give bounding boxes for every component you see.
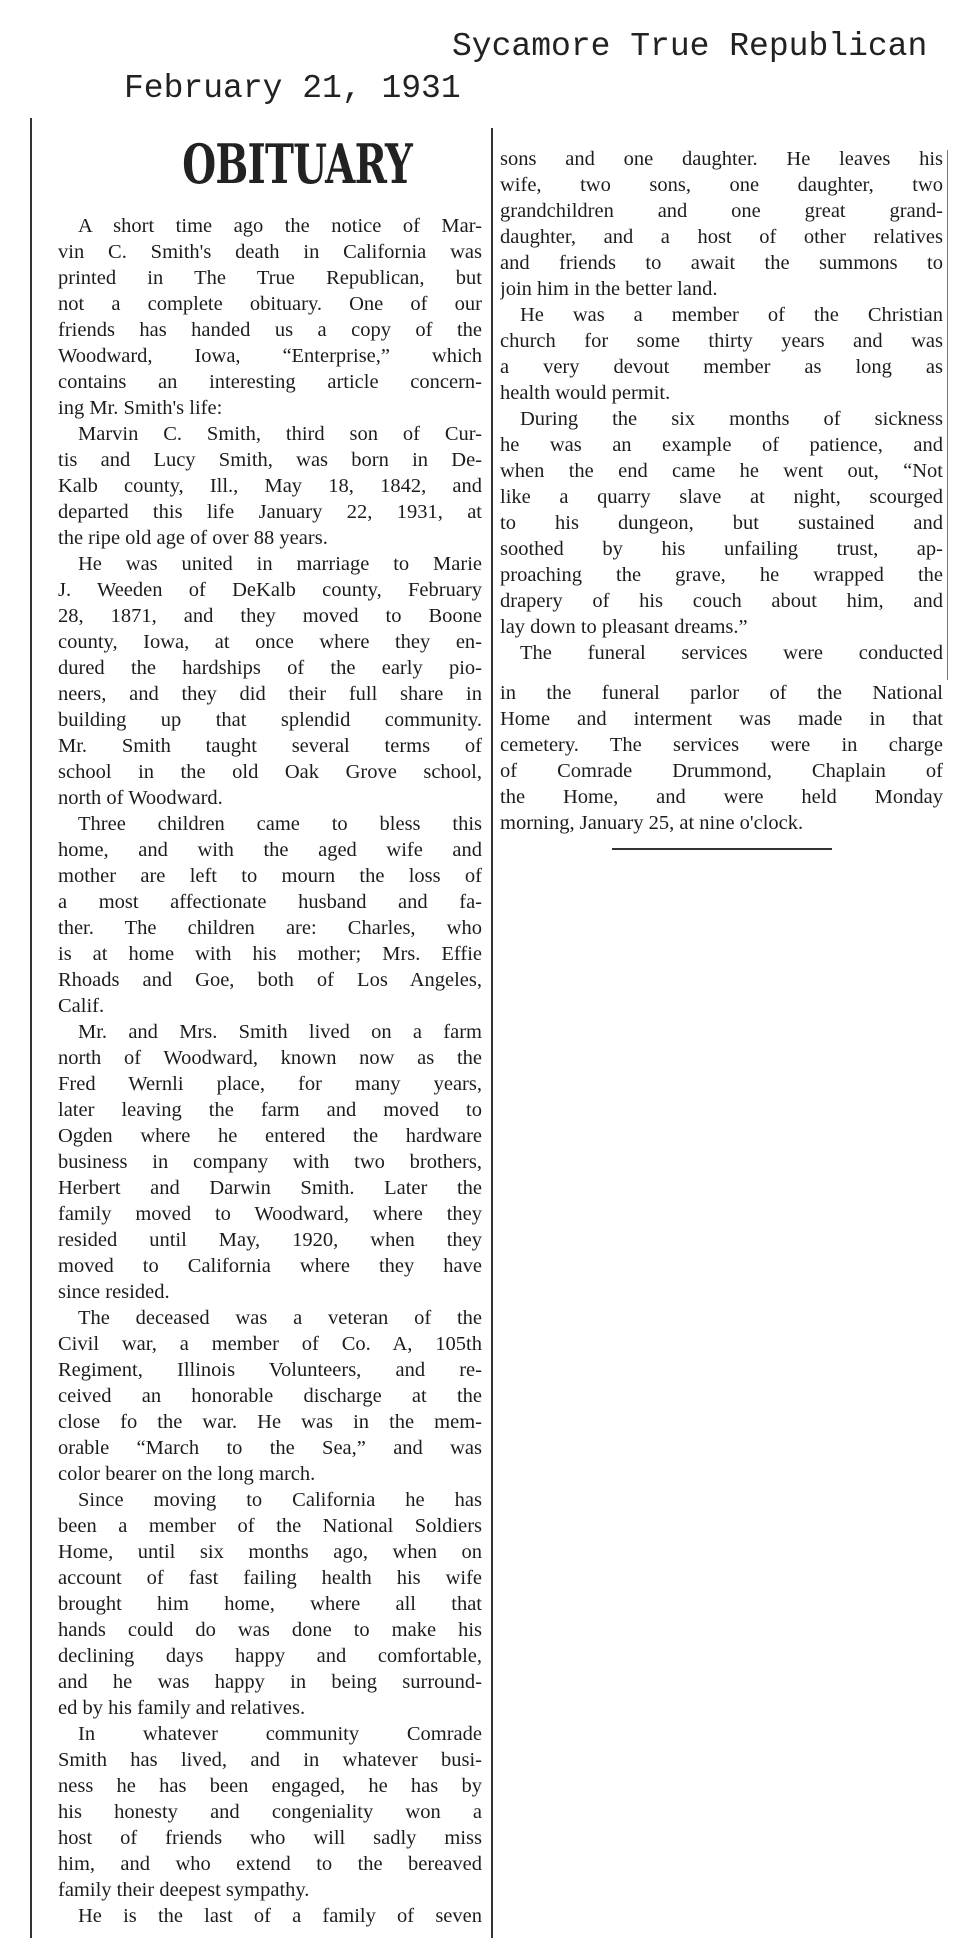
- paragraph: [58, 213, 482, 421]
- text-line: dured the hardships of the early pio-: [58, 657, 482, 679]
- text-line: contains an interesting article concern-: [58, 371, 482, 393]
- text-line: ing Mr. Smith's life:: [58, 397, 223, 419]
- paragraph: [58, 1721, 482, 1903]
- text-line: a very devout member as long as: [500, 356, 943, 378]
- text-line: Since moving to California he has: [78, 1489, 482, 1511]
- text-line: Calif.: [58, 995, 105, 1017]
- text-line: sons and one daughter. He leaves his: [500, 148, 943, 170]
- text-line: Civil war, a member of Co. A, 105th: [58, 1333, 482, 1355]
- text-line: account of fast failing health his wife: [58, 1567, 482, 1589]
- text-line: Rhoads and Goe, both of Los Angeles,: [58, 969, 482, 991]
- text-line: host of friends who will sadly miss: [58, 1827, 482, 1849]
- text-line: his honesty and congeniality won a: [58, 1801, 482, 1823]
- text-line: health would permit.: [500, 382, 671, 404]
- text-line: Ogden where he entered the hardware: [58, 1125, 482, 1147]
- paragraph: [58, 1305, 482, 1487]
- text-line: Smith has lived, and in whatever busi-: [58, 1749, 482, 1771]
- right-column: [500, 146, 943, 666]
- text-line: Home and interment was made in that: [500, 708, 943, 730]
- end-of-article-rule: [612, 848, 832, 850]
- right-column-continued: [500, 680, 943, 836]
- text-line: Mr. Smith taught several terms of: [58, 735, 482, 757]
- newspaper-name: Sycamore True Republican: [452, 28, 928, 65]
- text-line: business in company with two brothers,: [58, 1151, 482, 1173]
- paragraph: [58, 1903, 482, 1929]
- text-line: Woodward, Iowa, “Enterprise,” which: [58, 345, 482, 367]
- text-line: and he was happy in being surround-: [58, 1671, 482, 1693]
- text-line: He is the last of a family of seven: [78, 1905, 482, 1927]
- text-line: not a complete obituary. One of our: [58, 293, 482, 315]
- text-line: drapery of his couch about him, and: [500, 590, 943, 612]
- text-line: daughter, and a host of other relatives: [500, 226, 943, 248]
- text-line: soothed by his unfailing trust, ap-: [500, 538, 943, 560]
- text-line: moved to California where they have: [58, 1255, 482, 1277]
- left-column: [58, 213, 482, 1929]
- text-line: In whatever community Comrade: [78, 1723, 482, 1745]
- text-line: and friends to await the summons to: [500, 252, 943, 274]
- text-line: Regiment, Illinois Volunteers, and re-: [58, 1359, 482, 1381]
- text-line: mother are left to mourn the loss of: [58, 865, 482, 887]
- text-line: of Comrade Drummond, Chaplain of: [500, 760, 943, 782]
- paragraph: [58, 811, 482, 1019]
- text-line: The funeral services were conducted: [520, 642, 943, 664]
- text-line: grandchildren and one great grand-: [500, 200, 943, 222]
- text-line: in the funeral parlor of the National: [500, 682, 943, 704]
- right-border-rule: [947, 150, 948, 680]
- text-line: orable “March to the Sea,” and was: [58, 1437, 482, 1459]
- text-line: A short time ago the notice of Mar-: [78, 215, 482, 237]
- column-divider-rule: [491, 128, 493, 1938]
- text-line: ther. The children are: Charles, who: [58, 917, 482, 939]
- text-line: school in the old Oak Grove school,: [58, 761, 482, 783]
- text-line: color bearer on the long march.: [58, 1463, 316, 1485]
- text-line: morning, January 25, at nine o'clock.: [500, 812, 804, 834]
- text-line: join him in the better land.: [500, 278, 718, 300]
- publication-date: February 21, 1931: [124, 70, 461, 107]
- text-line: close fo the war. He was in the mem-: [58, 1411, 482, 1433]
- text-line: proaching the grave, he wrapped the: [500, 564, 943, 586]
- text-line: friends has handed us a copy of the: [58, 319, 482, 341]
- text-line: the ripe old age of over 88 years.: [58, 527, 328, 549]
- text-line: Three children came to bless this: [78, 813, 482, 835]
- text-line: church for some thirty years and was: [500, 330, 943, 352]
- text-line: north of Woodward, known now as the: [58, 1047, 482, 1069]
- text-line: tis and Lucy Smith, was born in De-: [58, 449, 482, 471]
- text-line: hands could do was done to make his: [58, 1619, 482, 1641]
- text-line: a most affectionate husband and fa-: [58, 891, 482, 913]
- text-line: family their deepest sympathy.: [58, 1879, 310, 1901]
- text-line: family moved to Woodward, where they: [58, 1203, 482, 1225]
- text-line: 28, 1871, and they moved to Boone: [58, 605, 482, 627]
- text-line: neers, and they did their full share in: [58, 683, 482, 705]
- text-line: brought him home, where all that: [58, 1593, 482, 1615]
- text-line: resided until May, 1920, when they: [58, 1229, 482, 1251]
- text-line: The deceased was a veteran of the: [78, 1307, 482, 1329]
- text-line: north of Woodward.: [58, 787, 223, 809]
- text-line: home, and with the aged wife and: [58, 839, 482, 861]
- text-line: Mr. and Mrs. Smith lived on a farm: [78, 1021, 482, 1043]
- text-line: declining days happy and comfortable,: [58, 1645, 482, 1667]
- text-line: departed this life January 22, 1931, at: [58, 501, 482, 523]
- paragraph: [58, 421, 482, 551]
- paragraph: [500, 146, 943, 302]
- text-line: lay down to pleasant dreams.”: [500, 616, 748, 638]
- text-line: Herbert and Darwin Smith. Later the: [58, 1177, 482, 1199]
- text-line: vin C. Smith's death in California was: [58, 241, 482, 263]
- text-line: printed in The True Republican, but: [58, 267, 482, 289]
- text-line: he was an example of patience, and: [500, 434, 943, 456]
- paragraph: [500, 640, 943, 666]
- paragraph: [58, 1487, 482, 1721]
- text-line: Kalb county, Ill., May 18, 1842, and: [58, 475, 482, 497]
- text-line: him, and who extend to the bereaved: [58, 1853, 482, 1875]
- text-line: ness he has been engaged, he has by: [58, 1775, 482, 1797]
- text-line: county, Iowa, at once where they en-: [58, 631, 482, 653]
- text-line: since resided.: [58, 1281, 170, 1303]
- paragraph: [58, 551, 482, 811]
- text-line: J. Weeden of DeKalb county, February: [58, 579, 482, 601]
- text-line: Fred Wernli place, for many years,: [58, 1073, 482, 1095]
- text-line: ed by his family and relatives.: [58, 1697, 306, 1719]
- text-line: He was a member of the Christian: [520, 304, 943, 326]
- text-line: the Home, and were held Monday: [500, 786, 943, 808]
- headline: OBITUARY: [182, 132, 413, 196]
- text-line: cemetery. The services were in charge: [500, 734, 943, 756]
- text-line: Marvin C. Smith, third son of Cur-: [78, 423, 482, 445]
- paragraph: [500, 406, 943, 640]
- text-line: is at home with his mother; Mrs. Effie: [58, 943, 482, 965]
- text-line: like a quarry slave at night, scourged: [500, 486, 943, 508]
- left-border-rule: [30, 118, 32, 1938]
- text-line: building up that splendid community.: [58, 709, 482, 731]
- paragraph: [500, 680, 943, 836]
- text-line: been a member of the National Soldiers: [58, 1515, 482, 1537]
- text-line: During the six months of sickness: [520, 408, 943, 430]
- text-line: He was united in marriage to Marie: [78, 553, 482, 575]
- text-line: later leaving the farm and moved to: [58, 1099, 482, 1121]
- text-line: wife, two sons, one daughter, two: [500, 174, 943, 196]
- paragraph: [58, 1019, 482, 1305]
- text-line: when the end came he went out, “Not: [500, 460, 943, 482]
- text-line: to his dungeon, but sustained and: [500, 512, 943, 534]
- paragraph: [500, 302, 943, 406]
- text-line: Home, until six months ago, when on: [58, 1541, 482, 1563]
- text-line: ceived an honorable discharge at the: [58, 1385, 482, 1407]
